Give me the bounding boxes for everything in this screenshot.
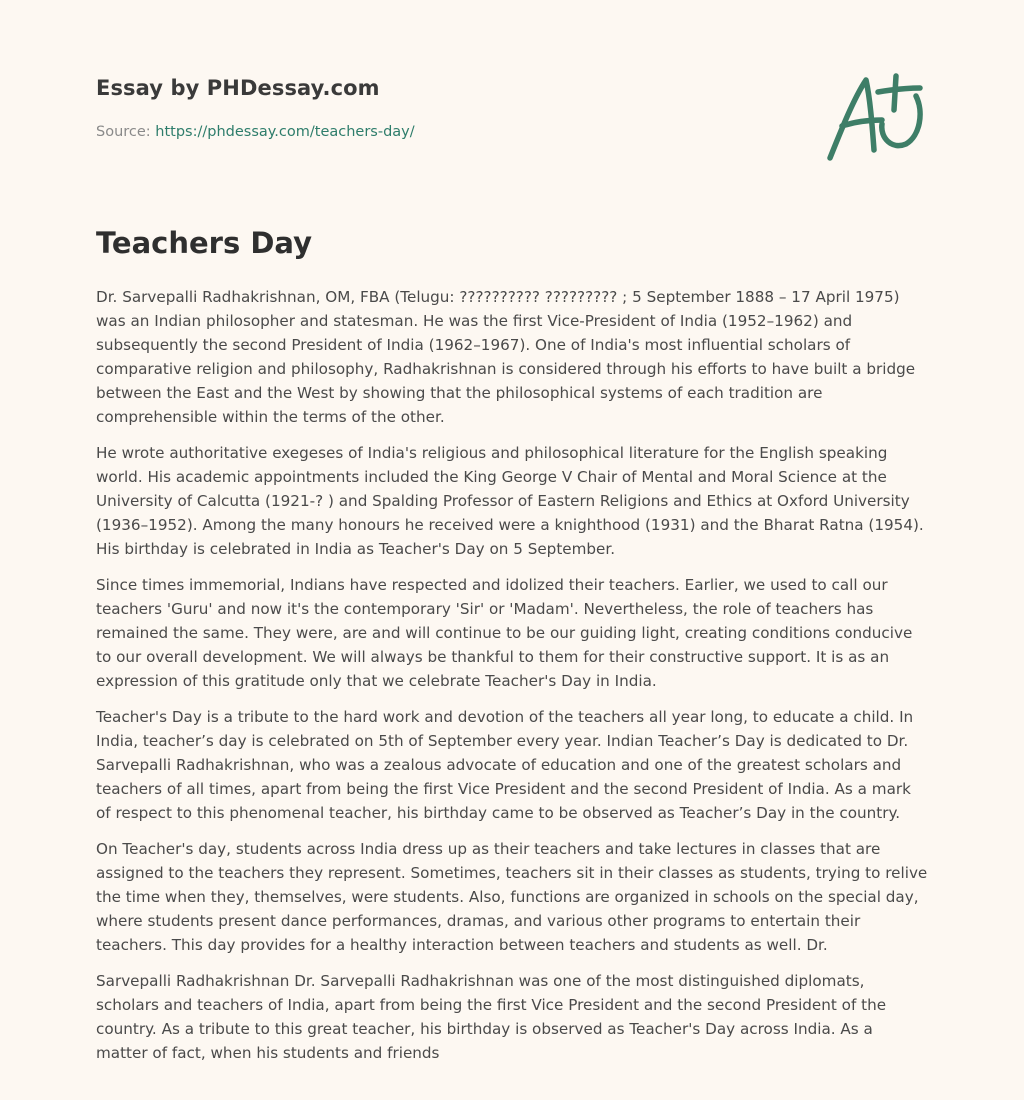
paragraph: Since times immemorial, Indians have respected and idolized their teachers. Earlier, we used to call our teachers 'Guru' and now it's the contemporary 'Sir' or 'Madam'. Nevertheless, the role of teachers has remained the same. They were, are and will continue to be our guiding light, creating conditions conducive to our overall development. We will always be thankful to them for their constructive support. It is as an expression of this gratitude only that we celebrate Teacher's Day in India. (96, 576, 913, 690)
site-title: Essay by PHDessay.com (96, 76, 380, 100)
essay-body (96, 285, 928, 1077)
source-link[interactable]: https://phdessay.com/teachers-day/ (155, 124, 415, 140)
paragraph: Sarvepalli Radhakrishnan Dr. Sarvepalli Radhakrishnan was one of the most distinguished diplomats, scholars and teachers of India, apart from being the first Vice President and the second President of the country. As a tribute to this great teacher, his birthday is observed as Teacher's Day across India. As a matter of fact, when his students and friends (96, 972, 887, 1062)
source-label: Source: (96, 124, 156, 140)
paragraph: He wrote authoritative exegeses of India's religious and philosophical literature for the English speaking world. His academic appointments included the King George V Chair of Mental and Moral Science at the University of Calcutta (1921-? ) and Spalding Professor of Eastern Religions and Ethics at Oxford University (1936–1952). Among the many honours he received were a knighthood (1931) and the Bharat Ratna (1954). His birthday is celebrated in India as Teacher's Day on 5 September. (96, 444, 924, 558)
a-plus-logo-icon (824, 68, 928, 164)
essay-title: Teachers Day (96, 226, 312, 260)
source-line (96, 124, 415, 140)
paragraph: On Teacher's day, students across India dress up as their teachers and take lectures in classes that are assigned to the teachers they represent. Sometimes, teachers sit in their classes as students, trying to relive the time when they, themselves, were students. Also, functions are organized in schools on the special day, where students present dance performances, dramas, and various other programs to entertain their teachers. This day provides for a healthy interaction between teachers and students as well. Dr. (96, 840, 928, 954)
paragraph: Teacher's Day is a tribute to the hard work and devotion of the teachers all year long, to educate a child. In India, teacher’s day is celebrated on 5th of September every year. Indian Teacher’s Day is dedicated to Dr. Sarvepalli Radhakrishnan, who was a zealous advocate of education and one of the greatest scholars and teachers of all times, apart from being the first Vice President and the second President of India. As a mark of respect to this phenomenal teacher, his birthday came to be observed as Teacher’s Day in the country. (96, 708, 914, 822)
paragraph: Dr. Sarvepalli Radhakrishnan, OM, FBA (Telugu: ?????????? ????????? ; 5 September 1888 – 17 April 1975) was an Indian philosopher and statesman. He was the first Vice-President of India (1952–1962) and subsequently the second President of India (1962–1967). One of India's most influential scholars of comparative religion and philosophy, Radhakrishnan is considered through his efforts to have built a bridge between the East and the West by showing that the philosophical systems of each tradition are comprehensible within the terms of the other. (96, 288, 916, 426)
